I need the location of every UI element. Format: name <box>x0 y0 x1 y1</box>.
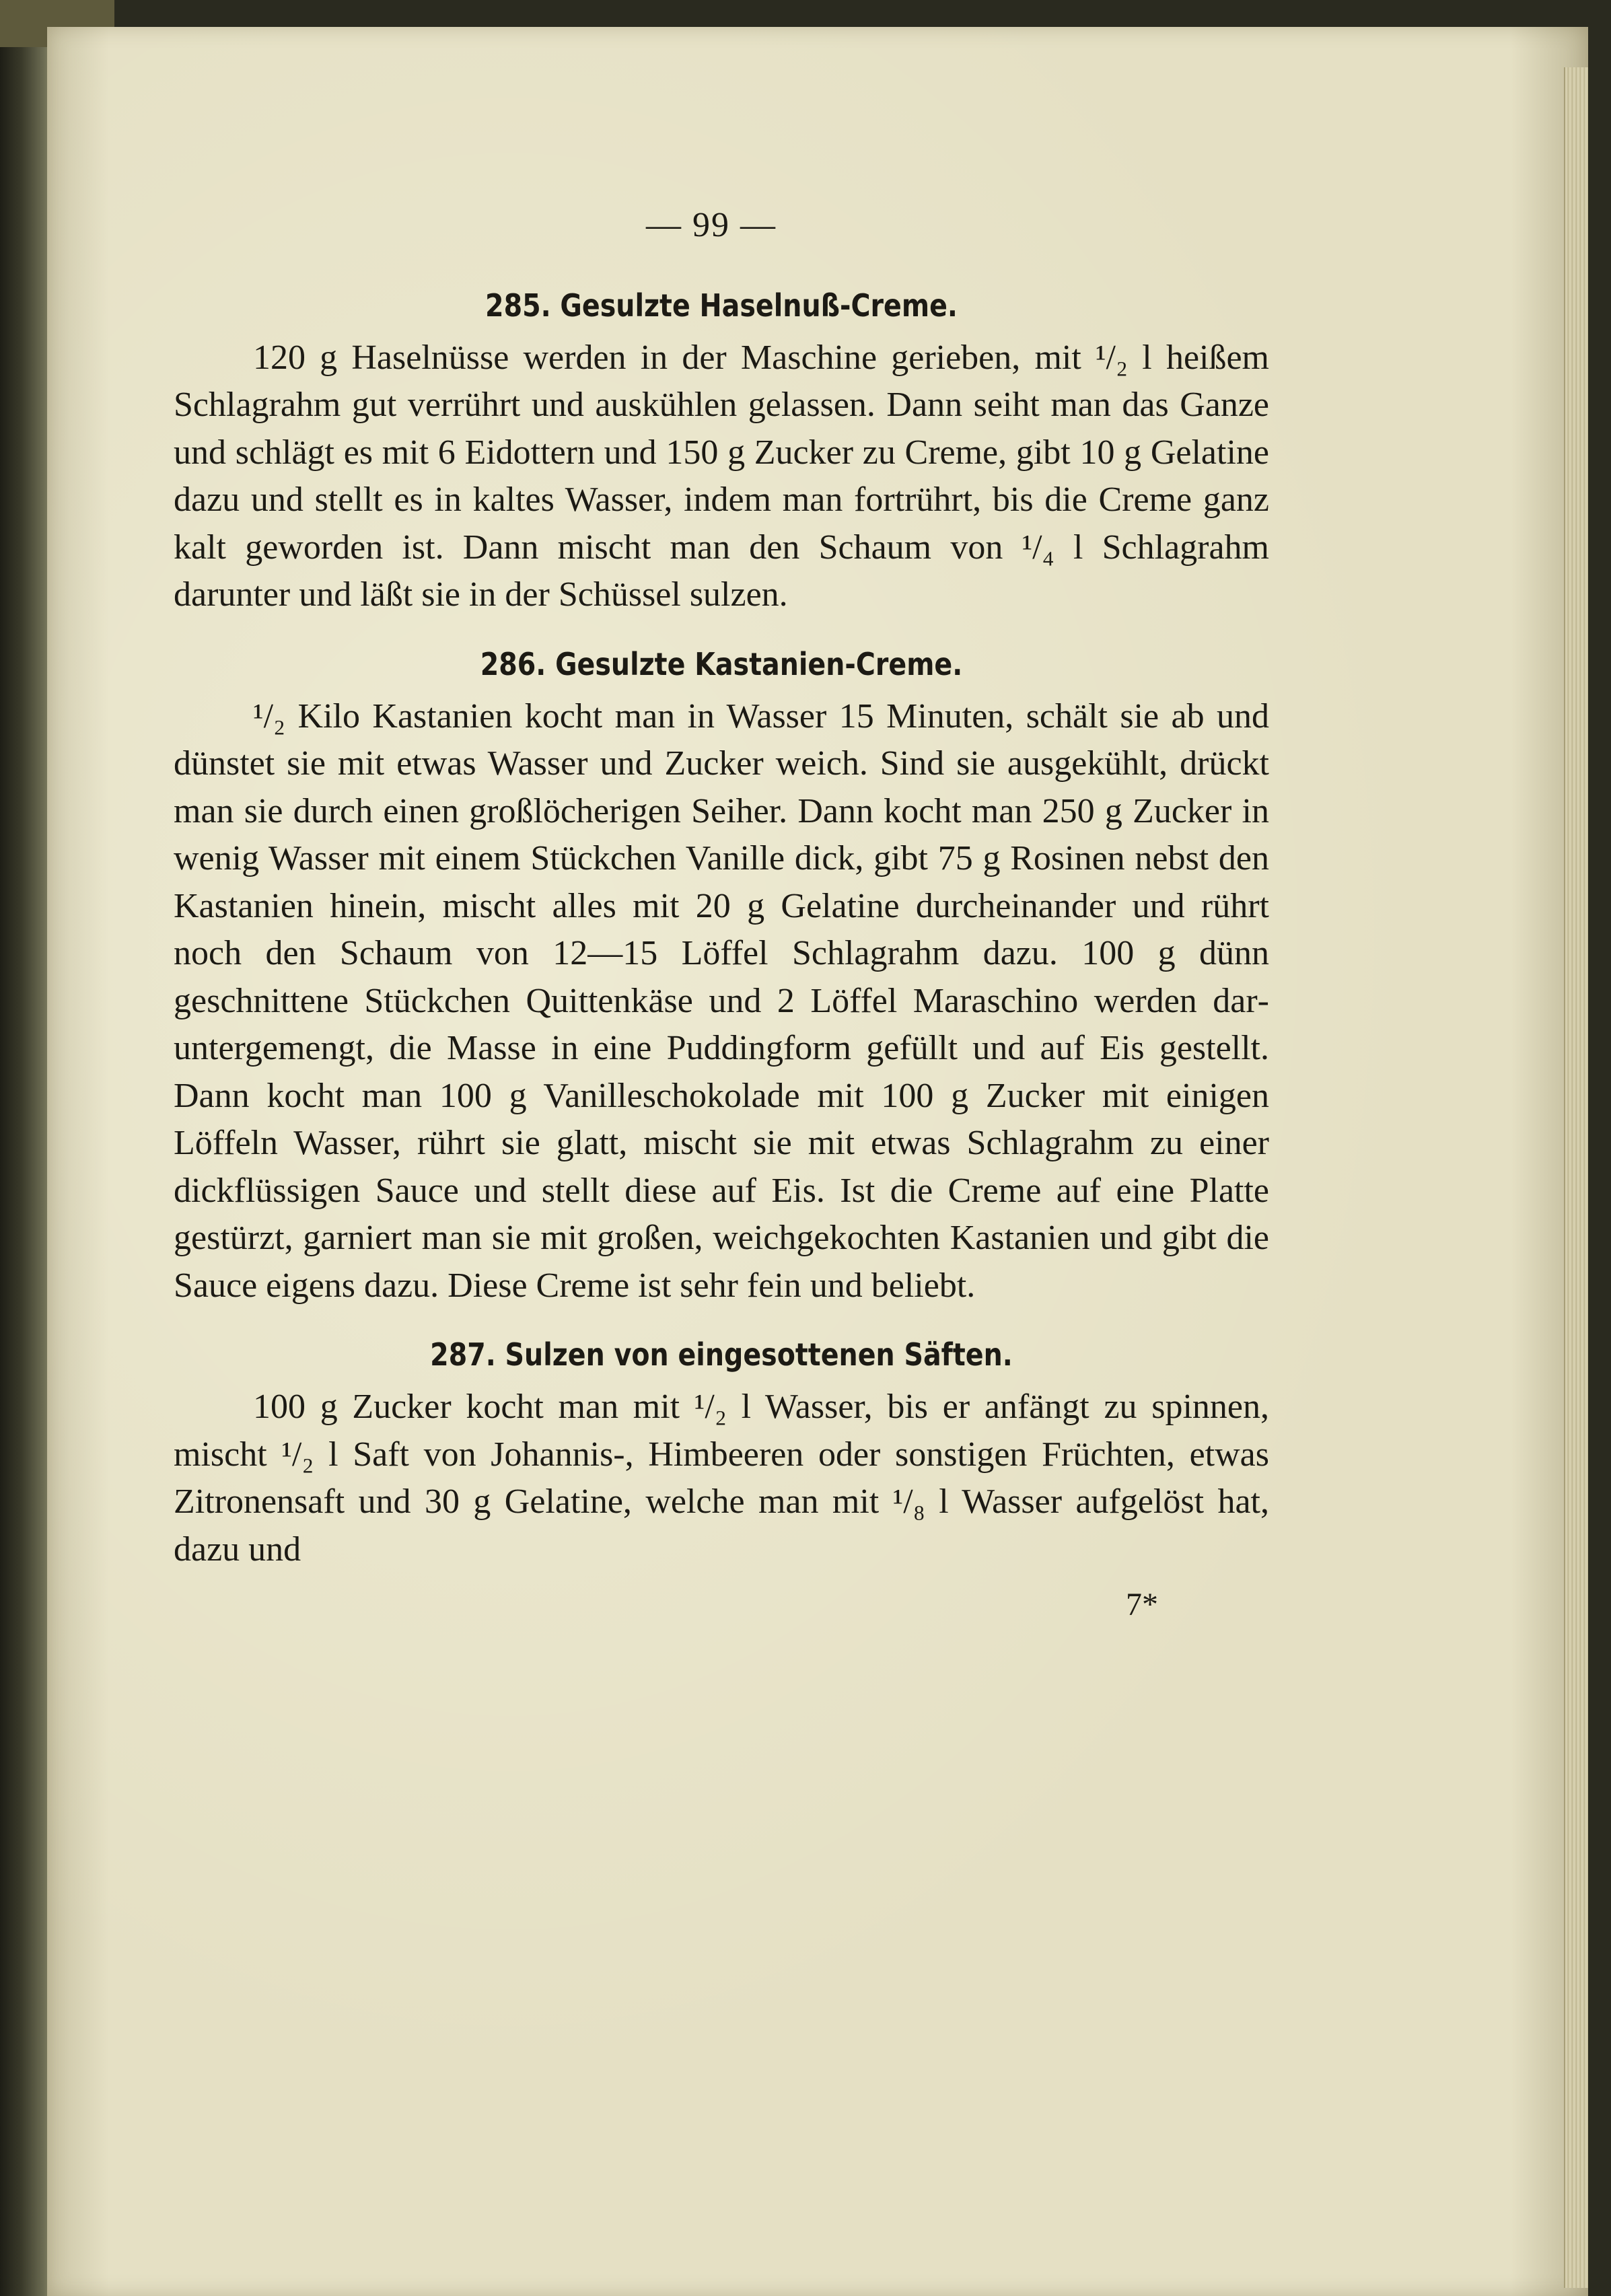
page-edges <box>1564 67 1588 2288</box>
recipe-text-287: 100 g Zucker kocht man mit ¹/₂ l Wasser, bis er anfängt zu spinnen, mischt ¹/₂ l Saft von Johannis-, Himbeeren oder sonstigen Früchten, etwas Zitronensaft und 30 g Gelatine, welche man mit ¹/₈ l Wasser aufgelöst hat, dazu und <box>174 1388 1269 1569</box>
recipe-title-287: 287. Sulzen von eingesottenen Säften. <box>430 1336 1013 1373</box>
recipe-text-285: 120 g Haselnüsse werden in der Maschine gerieben, mit ¹/₂ l heißem Schlagrahm gut verrührt und auskühlen gelassen. Dann seiht man das Ganze und schlägt es mit 6 Eidottern und 150 g Zucker zu Creme, gibt 10 g Gelatine dazu und stellt es in kaltes Wasser, indem man fortrührt, bis die Creme ganz kalt geworden ist. Dann mischt man den Schaum von ¹/₄ l Schlagrahm darunter und läßt sie in der Schüssel sulzen. <box>174 338 1269 614</box>
page-number: — 99 — <box>646 206 777 244</box>
page-text-block <box>174 202 1269 1629</box>
recipe-text-286: ¹/₂ Kilo Kastanien kocht man in Wasser 15 Minuten, schält sie ab und dünstet sie mit etwas Wasser und Zucker weich. Sind sie ausgekühlt, drückt man sie durch einen großlöcherigen Seiher. Dann kocht man 250 g Zucker in wenig Wasser mit einem Stückchen Vanille dick, gibt 75 g Rosinen nebst den Kastanien hinein, mischt alles mit 20 g Gelatine durcheinander und rührt noch den Schaum von 12—15 Löffel Schlagrahm dazu. 100 g dünn geschnittene Stückchen Quittenkäse und 2 Löffel Maraschino werden daruntergemengt, die Masse in eine Puddingform gefüllt und auf Eis gestellt. Dann kocht man 100 g Vanilleschokolade mit 100 g Zucker mit einigen Löffeln Wasser, rührt sie glatt, mischt sie mit etwas Schlagrahm zu einer dickflüssigen Sauce und stellt diese auf Eis. Ist die Creme auf eine Platte gestürzt, garniert man sie mit großen, weichgekochten Kastanien und gibt die Sauce eigens dazu. Diese Creme ist sehr fein und beliebt. <box>174 696 1269 1305</box>
recipe-title-285: 285. Gesulzte Haselnuß-Creme. <box>485 287 958 324</box>
book-spine <box>0 0 54 2296</box>
catchword: 7* <box>1126 1587 1158 1622</box>
recipe-title-286: 286. Gesulzte Kastanien-Creme. <box>480 645 963 682</box>
